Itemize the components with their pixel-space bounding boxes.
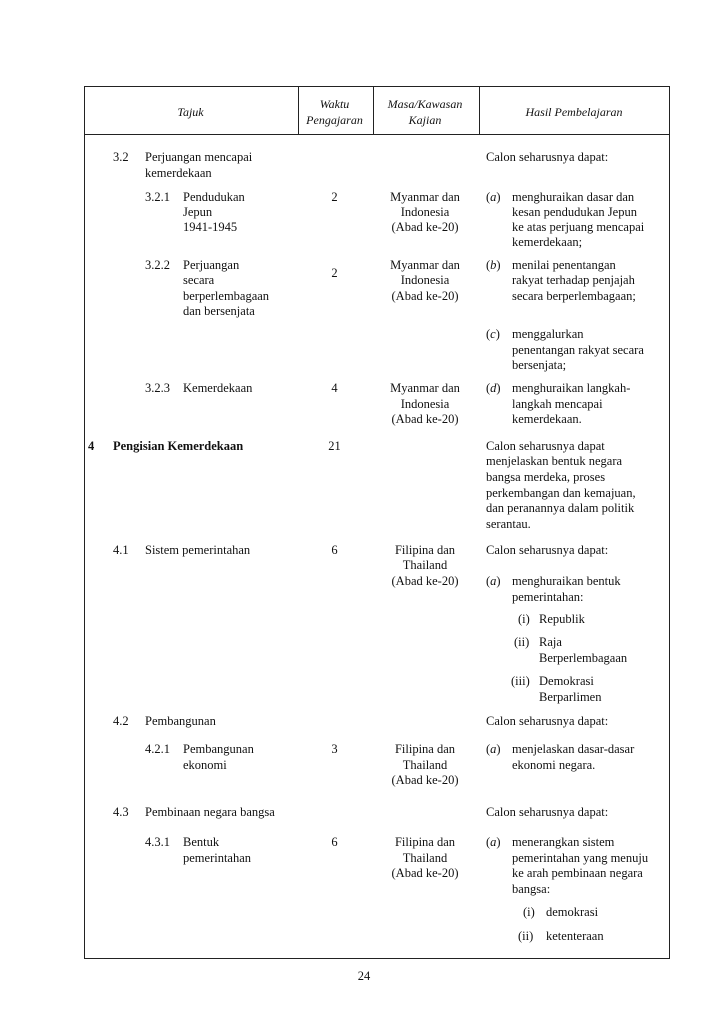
outcome-text: pemerintahan: [512, 590, 584, 604]
row-title: Pendudukan [183, 190, 245, 204]
waktu-value: 4 [331, 381, 338, 395]
region-value: Thailand [402, 851, 448, 865]
waktu-value: 2 [331, 266, 338, 280]
outcome-intro: Calon seharusnya dapat: [486, 805, 609, 819]
region-value: Myanmar dan [390, 381, 460, 395]
outcome-text: bersenjata; [512, 358, 567, 372]
outcome-label: (a) [486, 190, 501, 204]
header-masa-kawasan: Masa/Kawasan [387, 97, 463, 111]
outcome-text: langkah mencapai [512, 397, 603, 411]
subitem-text: Raja [539, 635, 562, 649]
region-value: Indonesia [400, 273, 450, 287]
page-number: 24 [357, 969, 371, 983]
outcome-text: menjelaskan dasar-dasar [512, 742, 635, 756]
region-value: (Abad ke-20) [391, 773, 459, 787]
outcome-label: (b) [486, 258, 501, 272]
subitem-number: (i) [523, 905, 535, 919]
waktu-value: 6 [331, 835, 338, 849]
outcome-label: (a) [486, 742, 501, 756]
row-title: ekonomi [183, 758, 227, 772]
header-waktu: Waktu [319, 97, 350, 111]
row-title: kemerdekaan [145, 166, 212, 180]
outcome-text: penentangan rakyat secara [512, 343, 644, 357]
row-title: berperlembagaan [183, 289, 270, 303]
outcome-text: menjelaskan bentuk negara [486, 454, 623, 468]
subitem-number: (ii) [514, 635, 530, 649]
outcome-text: bangsa merdeka, proses [486, 470, 606, 484]
outcome-text: ekonomi negara. [512, 758, 596, 772]
row-title: Pembangunan [145, 714, 216, 728]
row-title: Bentuk [183, 835, 220, 849]
row-title: Pembangunan [183, 742, 254, 756]
outcome-text: menggalurkan [512, 327, 584, 341]
outcome-text: Calon seharusnya dapat [486, 439, 605, 453]
row-number: 4.2 [113, 714, 129, 728]
row-title: Pembinaan negara bangsa [145, 805, 275, 819]
region-value: Filipina dan [394, 835, 456, 849]
row-title: 1941-1945 [183, 220, 238, 234]
row-title: dan bersenjata [183, 304, 255, 318]
row-number: 4.1 [113, 543, 129, 557]
region-value: (Abad ke-20) [391, 220, 459, 234]
outcome-intro: Calon seharusnya dapat: [486, 543, 609, 557]
subitem-text: Demokrasi [539, 674, 594, 688]
header-kajian: Kajian [408, 113, 442, 127]
outcome-text: menghuraikan bentuk [512, 574, 621, 588]
row-number: 4.2.1 [145, 742, 170, 756]
outcome-text: ke atas perjuang mencapai [512, 220, 645, 234]
subitem-text: Berperlembagaan [539, 651, 628, 665]
outcome-text: menilai penentangan [512, 258, 616, 272]
subitem-number: (ii) [518, 929, 534, 943]
outcome-text: serantau. [486, 517, 531, 531]
row-title: pemerintahan [183, 851, 252, 865]
outcome-text: rakyat terhadap penjajah [512, 273, 635, 287]
region-value: (Abad ke-20) [391, 866, 459, 880]
outcome-label: (c) [486, 327, 500, 341]
outcome-text: kesan pendudukan Jepun [512, 205, 637, 219]
row-number: 3.2.3 [145, 381, 170, 395]
waktu-value: 3 [331, 742, 338, 756]
section-number: 4 [88, 439, 95, 453]
outcome-label: (d) [486, 381, 501, 395]
row-title: Sistem pemerintahan [145, 543, 251, 557]
region-value: Myanmar dan [390, 258, 460, 272]
section-title: Pengisian Kemerdekaan [113, 439, 244, 453]
outcome-text: secara berperlembagaan; [512, 289, 636, 303]
subitem-text: Berparlimen [539, 690, 602, 704]
row-number: 3.2.2 [145, 258, 170, 272]
outcome-text: pemerintahan yang menuju [512, 851, 649, 865]
subitem-text: demokrasi [546, 905, 599, 919]
header-divider [85, 134, 669, 135]
header-hasil: Hasil Pembelajaran [525, 105, 623, 119]
outcome-intro: Calon seharusnya dapat: [486, 714, 609, 728]
outcome-intro: Calon seharusnya dapat: [486, 150, 609, 164]
subitem-number: (i) [518, 612, 530, 626]
row-title: Perjuangan [183, 258, 240, 272]
row-number: 3.2 [113, 150, 129, 164]
region-value: Myanmar dan [390, 190, 460, 204]
outcome-text: dan peranannya dalam politik [486, 501, 635, 515]
waktu-value: 6 [331, 543, 338, 557]
outcome-text: menghuraikan langkah- [512, 381, 631, 395]
row-title: Jepun [183, 205, 213, 219]
region-value: Filipina dan [394, 742, 456, 756]
header-tajuk: Tajuk [177, 105, 204, 119]
subitem-text: ketenteraan [546, 929, 604, 943]
outcome-text: menerangkan sistem [512, 835, 615, 849]
outcome-text: kemerdekaan; [512, 235, 583, 249]
outcome-text: kemerdekaan. [512, 412, 582, 426]
row-number: 4.3.1 [145, 835, 170, 849]
outcome-text: perkembangan dan kemajuan, [486, 486, 636, 500]
region-value: Indonesia [400, 205, 450, 219]
row-number: 4.3 [113, 805, 129, 819]
header-pengajaran: Pengajaran [306, 113, 363, 127]
region-value: (Abad ke-20) [391, 574, 459, 588]
row-number: 3.2.1 [145, 190, 170, 204]
row-title: secara [183, 273, 215, 287]
region-value: Indonesia [400, 397, 450, 411]
region-value: (Abad ke-20) [391, 289, 459, 303]
row-title: Kemerdekaan [183, 381, 253, 395]
region-value: (Abad ke-20) [391, 412, 459, 426]
outcome-text: ke arah pembinaan negara [512, 866, 643, 880]
region-value: Filipina dan [394, 543, 456, 557]
outcome-label: (a) [486, 574, 501, 588]
region-value: Thailand [402, 558, 448, 572]
waktu-value: 21 [328, 439, 341, 453]
outcome-label: (a) [486, 835, 501, 849]
region-value: Thailand [402, 758, 448, 772]
row-title: Perjuangan mencapai [145, 150, 253, 164]
outcome-text: menghuraikan dasar dan [512, 190, 635, 204]
waktu-value: 2 [331, 190, 338, 204]
subitem-number: (iii) [511, 674, 530, 688]
subitem-text: Republik [539, 612, 585, 626]
outcome-text: bangsa: [512, 882, 551, 896]
